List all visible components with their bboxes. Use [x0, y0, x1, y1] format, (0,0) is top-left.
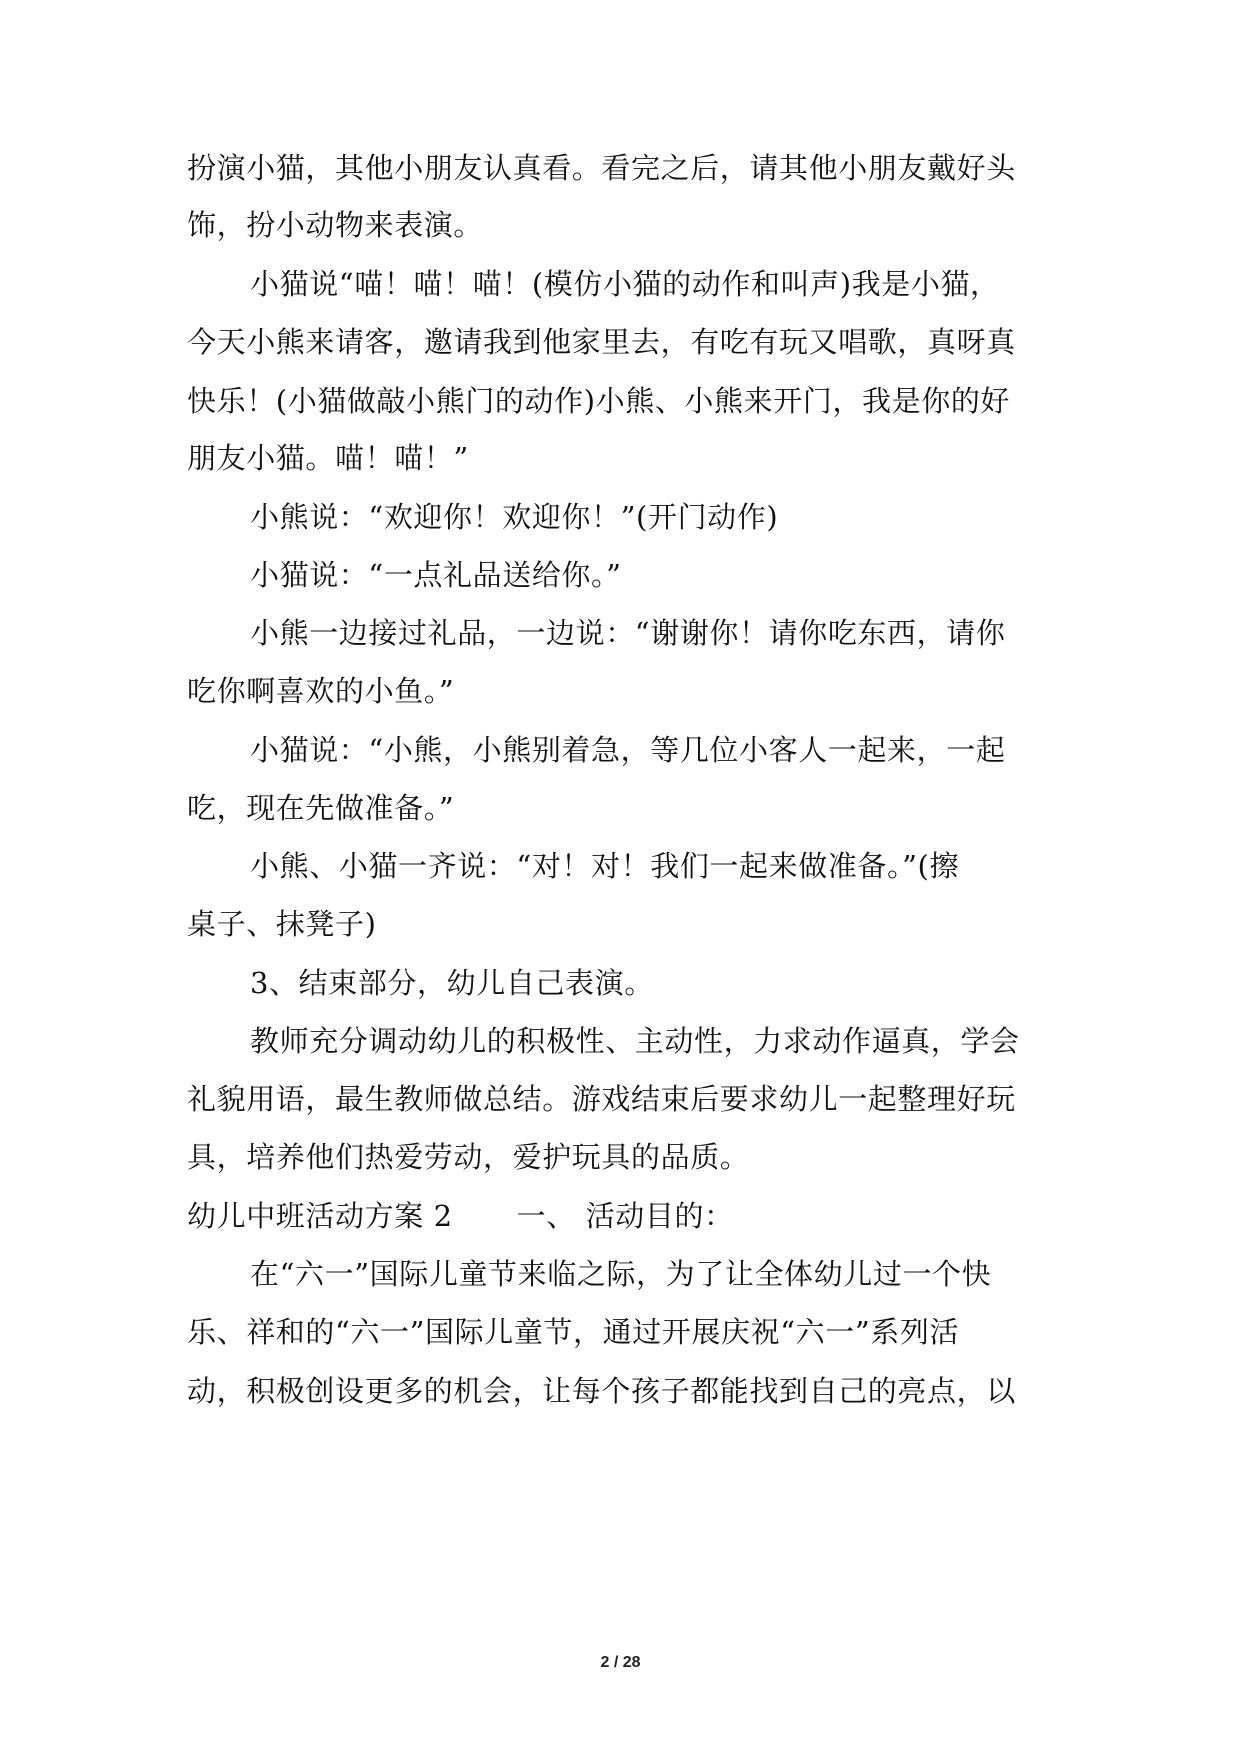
text-line: 在“六一”国际儿童节来临之际，为了让全体幼儿过一个快: [250, 1257, 992, 1291]
text-line: 小熊、小猫一齐说：“对！对！我们一起来做准备。”(擦: [250, 849, 960, 883]
text-line: 教师充分调动幼儿的积极性、主动性，力求动作逼真，学会: [250, 1024, 1020, 1058]
text-line: 乐、祥和的“六一”国际儿童节，通过开展庆祝“六一”系列活: [187, 1315, 960, 1349]
text-line: 小熊一边接过礼品，一边说：“谢谢你！请你吃东西，请你: [250, 616, 1006, 650]
section-heading: [187, 1196, 734, 1236]
text-line: 吃，现在先做准备。”: [187, 791, 455, 825]
text-line: 饰，扮小动物来表演。: [187, 208, 484, 242]
text-line: 今天小熊来请客，邀请我到他家里去，有吃有玩又唱歌，真呀真: [187, 325, 1016, 359]
section-heading-subtitle: 一、 活动目的：: [516, 1199, 734, 1233]
text-line: 动，积极创设更多的机会，让每个孩子都能找到自己的亮点，以: [187, 1374, 1016, 1408]
text-line: 礼貌用语，最生教师做总结。游戏结束后要求幼儿一起整理好玩: [187, 1082, 1016, 1116]
page-number: 2 / 28: [600, 1654, 641, 1671]
text-line: 3、结束部分，幼儿自己表演。: [250, 966, 654, 1000]
text-line: 吃你啊喜欢的小鱼。”: [187, 674, 455, 708]
section-heading-title: 幼儿中班活动方案 2: [187, 1199, 453, 1233]
text-line: 具，培养他们热爱劳动，爱护玩具的品质。: [187, 1140, 750, 1174]
text-line: 小熊说：“欢迎你！欢迎你！”(开门动作): [250, 500, 779, 534]
text-line: 小猫说“喵！喵！喵！(模仿小猫的动作和叫声)我是小猫，: [250, 267, 1000, 301]
text-line: 小猫说：“小熊，小熊别着急，等几位小客人一起来，一起: [250, 733, 1006, 767]
text-line: 朋友小猫。喵！喵！”: [187, 441, 469, 475]
text-line: 扮演小猫，其他小朋友认真看。看完之后，请其他小朋友戴好头: [187, 151, 1016, 185]
text-line: 小猫说：“一点礼品送给你。”: [250, 558, 622, 592]
text-line: 桌子、抹凳子): [187, 907, 377, 941]
text-line: 快乐！(小猫做敲小熊门的动作)小熊、小熊来开门，我是你的好: [187, 384, 1011, 418]
